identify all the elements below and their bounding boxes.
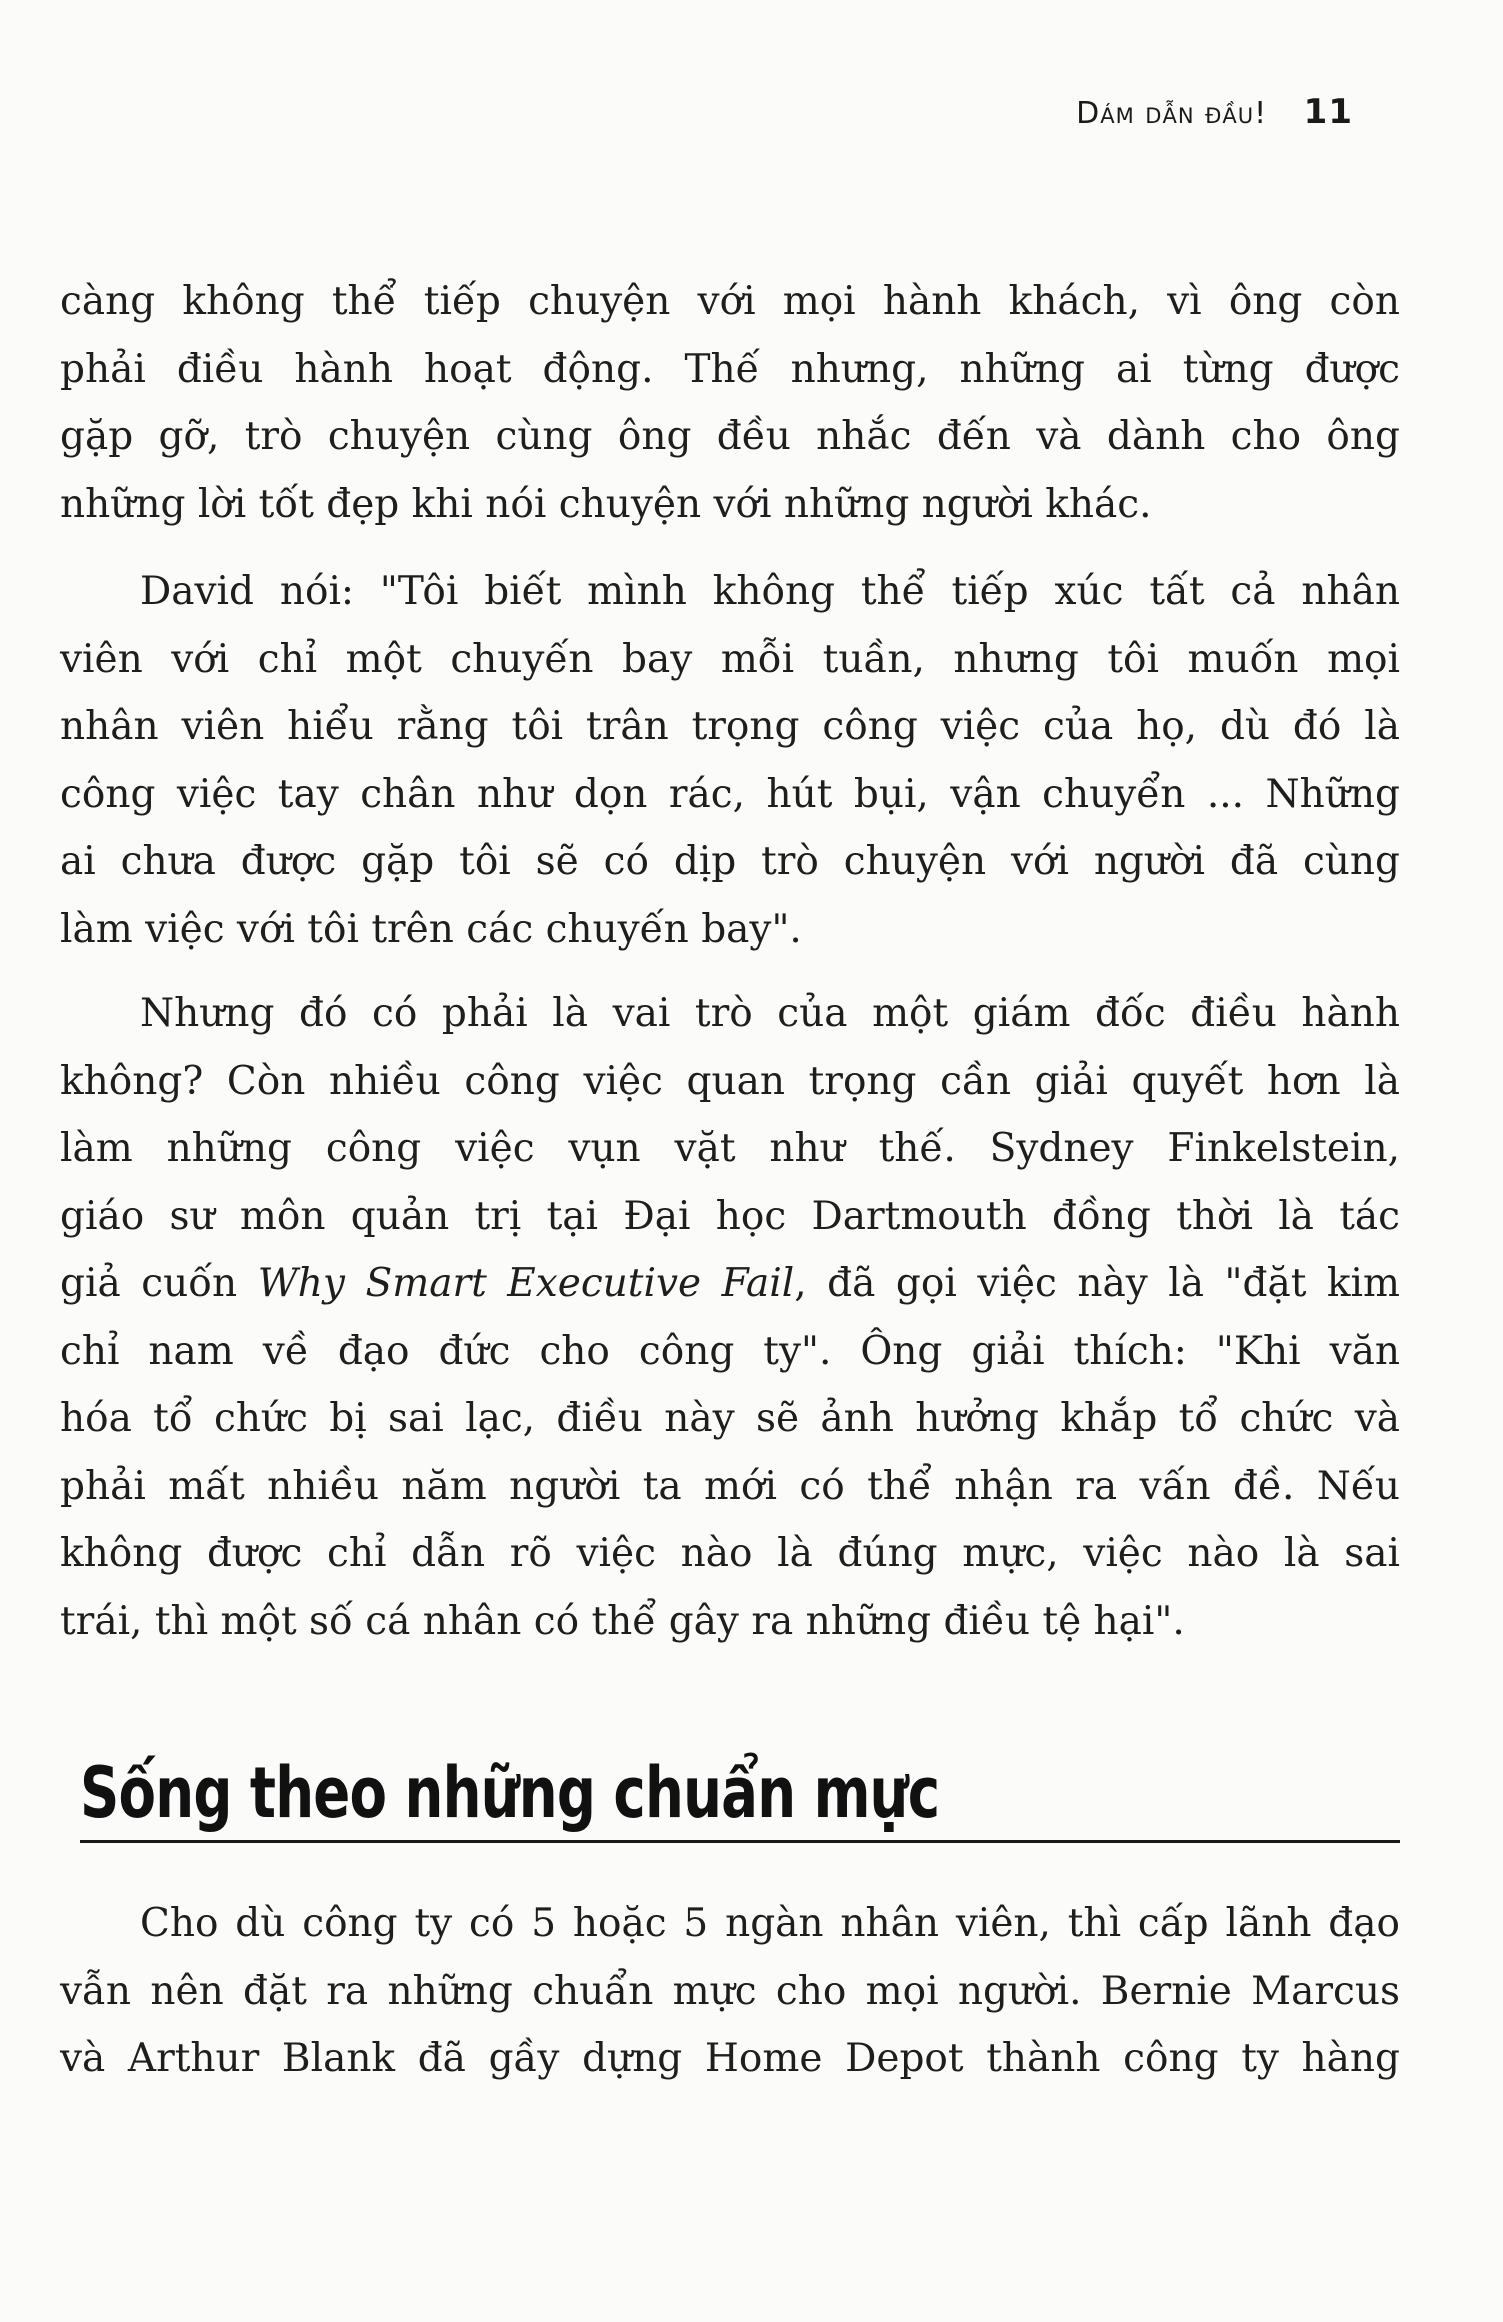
text-line: Nhưng đó có phải là vai trò của một giám đốc điều hành [140, 991, 1400, 1036]
paragraph-3 [60, 980, 1400, 1655]
text-line: càng không thể tiếp chuyện với mọi hành khách, vì ông còn [60, 279, 1400, 324]
text-line: làm việc với tôi trên các chuyến bay". [60, 906, 802, 952]
text-line: nhân viên hiểu rằng tôi trân trọng công việc của họ, dù đó là [60, 704, 1400, 749]
text-line: Cho dù công ty có 5 hoặc 5 ngàn nhân viên, thì cấp lãnh đạo [140, 1901, 1400, 1946]
text-line: phải điều hành hoạt động. Thế nhưng, những ai từng được [60, 346, 1400, 392]
text-line: không được chỉ dẫn rõ việc nào là đúng mực, việc nào là sai [60, 1531, 1400, 1576]
text-line: làm những công việc vụn vặt như thế. Sydney Finkelstein, [60, 1126, 1400, 1171]
paragraph-1 [60, 268, 1400, 538]
text-line: hóa tổ chức bị sai lạc, điều này sẽ ảnh hưởng khắp tổ chức và [60, 1396, 1400, 1441]
page-number: 11 [1303, 92, 1353, 132]
text-line: chỉ nam về đạo đức cho công ty". Ông giải thích: "Khi văn [60, 1328, 1400, 1374]
running-header [1076, 92, 1353, 132]
heading-underline [80, 1840, 1400, 1843]
text-line: không? Còn nhiều công việc quan trọng cần giải quyết hơn là [60, 1058, 1400, 1104]
text-line: công việc tay chân như dọn rác, hút bụi, vận chuyển ... Những [60, 771, 1400, 817]
text-line: những lời tốt đẹp khi nói chuyện với những người khác. [60, 481, 1152, 527]
text-line: phải mất nhiều năm người ta mới có thể nhận ra vấn đề. Nếu [60, 1463, 1400, 1509]
text-line: vẫn nên đặt ra những chuẩn mực cho mọi người. Bernie Marcus [60, 1968, 1400, 2014]
book-title: Dám dẫn đầu! [1076, 96, 1268, 131]
paragraph-2 [60, 558, 1400, 963]
text-line: và Arthur Blank đã gầy dựng Home Depot thành công ty hàng [60, 2036, 1400, 2081]
text-line: gặp gỡ, trò chuyện cùng ông đều nhắc đến và dành cho ông [60, 414, 1400, 459]
text-line: ai chưa được gặp tôi sẽ có dịp trò chuyện với người đã cùng [60, 839, 1400, 884]
text-line: giáo sư môn quản trị tại Đại học Dartmouth đồng thời là tác [60, 1193, 1400, 1239]
section-heading [80, 1748, 1400, 1848]
text-fragment: , đã gọi việc này là "đặt kim [794, 1261, 1400, 1306]
paragraph-4 [60, 1890, 1400, 2093]
section-title: Sống theo những chuẩn mực [80, 1752, 940, 1834]
text-fragment: giả cuốn [60, 1261, 258, 1306]
text-line-with-book-title [60, 1250, 1400, 1318]
text-line: viên với chỉ một chuyến bay mỗi tuần, nhưng tôi muốn mọi [60, 636, 1400, 682]
cited-book-title: Why Smart Executive Fail [257, 1261, 795, 1306]
text-line: David nói: "Tôi biết mình không thể tiếp xúc tất cả nhân [140, 569, 1400, 614]
text-line: trái, thì một số cá nhân có thể gây ra những điều tệ hại". [60, 1598, 1185, 1644]
